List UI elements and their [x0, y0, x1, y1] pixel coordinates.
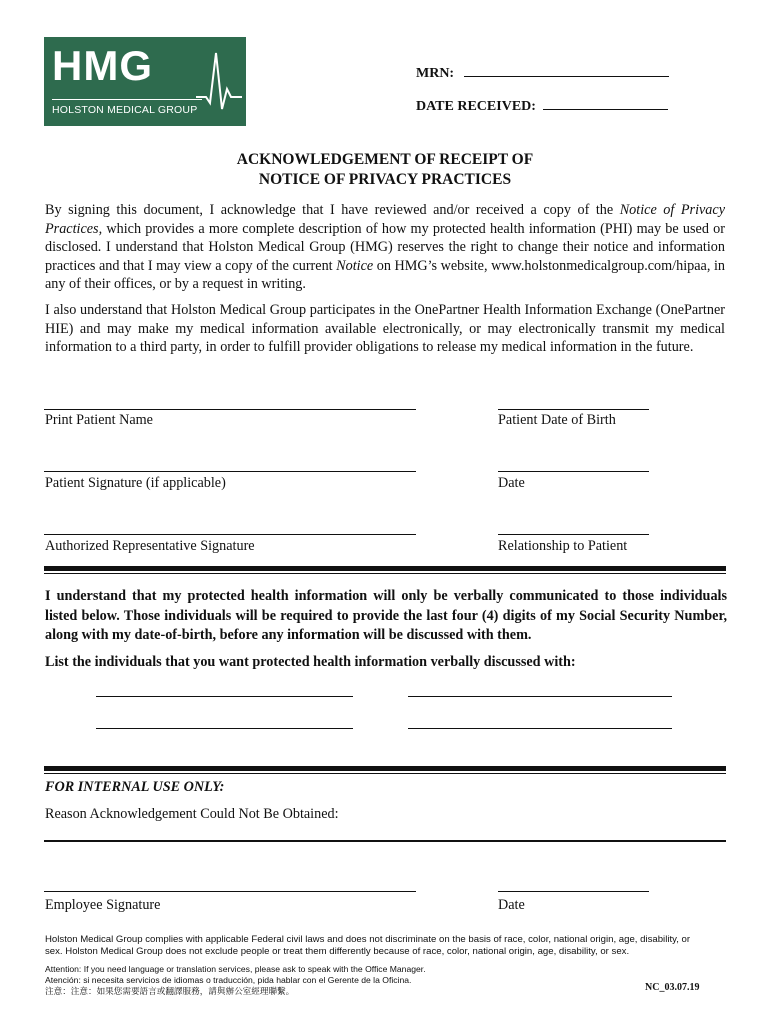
heartbeat-icon: [196, 51, 242, 113]
date-line-1[interactable]: [498, 471, 649, 472]
print-name-label: Print Patient Name: [45, 412, 153, 428]
logo-name: HOLSTON MEDICAL GROUP: [52, 104, 198, 116]
para1-text-a: By signing this document, I acknowledge that I have reviewed and/or received a copy of the: [45, 202, 620, 218]
employee-signature-label: Employee Signature: [45, 897, 161, 913]
para1-italic-notice: Notice of Privacy Practices,: [45, 202, 725, 237]
mrn-label: MRN:: [416, 66, 455, 81]
patient-signature-label: Patient Signature (if applicable): [45, 475, 226, 491]
patient-signature-line[interactable]: [44, 471, 416, 472]
rep-signature-label: Authorized Representative Signature: [45, 538, 255, 554]
relationship-line[interactable]: [498, 534, 649, 535]
dob-label: Patient Date of Birth: [498, 412, 616, 428]
verbal-disclosure-statement: I understand that my protected health information will only be verbally communicated to those individuals listed below. Those individuals will be required to provide the last four (4) digits of my Social Security Number, along with my date-of-birth, before any information will be discussed with them.: [45, 588, 727, 643]
attention-english: Attention: If you need language or translation services, please ask to speak with the Office Manager.: [45, 964, 426, 974]
print-name-line[interactable]: [44, 409, 416, 410]
title-line-1: ACKNOWLEDGEMENT OF RECEIPT OF: [236, 151, 534, 168]
relationship-label: Relationship to Patient: [498, 538, 628, 554]
para1-italic-notice-2: Notice: [336, 257, 374, 274]
hie-paragraph: I also understand that Holston Medical Group participates in the OnePartner Health Information Exchange (OnePartner HIE) and may make my medical information available electronically, or may electronically transmit my medical information to a third party, in order to fulfill provider obligations to release my medical information in the future.: [45, 302, 725, 355]
attention-spanish: Atención: si necesita servicios de idiomas o traducción, pida hablar con el Gerente de la Oficina.: [45, 975, 412, 985]
mrn-field[interactable]: [416, 62, 669, 82]
nondiscrimination-line-1: Holston Medical Group complies with applicable Federal civil laws and does not discriminate on the basis of race, color, national origin, age, disability, or: [45, 934, 691, 945]
attention-chinese: 注意：注意：如果您需要語言或翻譯服務，請與辦公室經理聯繫。: [45, 986, 295, 996]
rep-signature-line[interactable]: [44, 534, 416, 535]
individual-line-3[interactable]: [96, 728, 353, 729]
individual-line-2[interactable]: [408, 696, 672, 697]
reason-label: Reason Acknowledgement Could Not Be Obtained:: [45, 806, 339, 822]
date-received-input-line[interactable]: [543, 95, 668, 110]
individual-line-4[interactable]: [408, 728, 672, 729]
nondiscrimination-line-2: sex. Holston Medical Group does not exclude people or treat them differently because of race, color, national origin, age, disability, or sex.: [45, 946, 630, 957]
dob-line[interactable]: [498, 409, 649, 410]
date-line-2[interactable]: [498, 891, 649, 892]
section-divider-thin: [44, 573, 726, 574]
logo-initials: HMG: [52, 42, 153, 89]
date-received-field[interactable]: [416, 95, 668, 115]
acknowledgement-paragraph: [45, 201, 725, 294]
title-line-2: NOTICE OF PRIVACY PRACTICES: [258, 171, 512, 188]
date-label-1: Date: [498, 475, 525, 491]
form-code: NC_03.07.19: [645, 982, 700, 993]
internal-divider-thin: [44, 773, 726, 774]
mrn-input-line[interactable]: [464, 62, 669, 77]
internal-divider: [44, 766, 726, 771]
individual-line-1[interactable]: [96, 696, 353, 697]
para1-text-b: which provides a more complete description of how my protected health information (PHI) may be used or disclosed. I understand that Holston Medical Group (HMG) reserves the right to change their notice and information practices and that I may view a copy of the current: [45, 220, 725, 274]
para1-text-c: on HMG’s website, www.holstonmedicalgroup.com/hipaa, in any of their offices, or by a request in writing.: [45, 257, 725, 292]
hmg-logo: [44, 37, 246, 126]
logo-rule: [52, 99, 202, 100]
reason-line[interactable]: [44, 840, 726, 842]
employee-signature-line[interactable]: [44, 891, 416, 892]
section-divider: [44, 566, 726, 571]
internal-use-heading: FOR INTERNAL USE ONLY:: [45, 779, 225, 795]
page-title: [0, 150, 770, 190]
nondiscrimination-notice: [45, 934, 730, 958]
date-received-label: DATE RECEIVED:: [416, 99, 536, 114]
date-label-2: Date: [498, 897, 525, 913]
language-assistance-notice: [45, 964, 605, 997]
verbal-list-label: List the individuals that you want protected health information verbally discussed with:: [45, 654, 576, 670]
